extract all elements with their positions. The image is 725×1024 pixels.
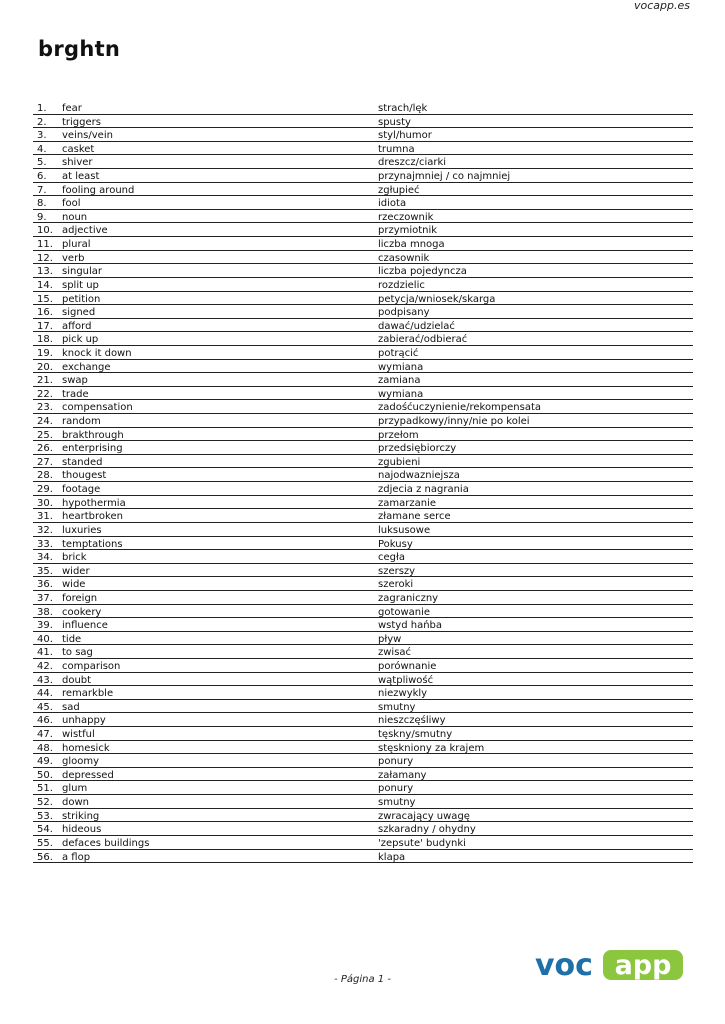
row-definition: najodwazniejsza bbox=[378, 470, 460, 482]
row-number: 31. bbox=[37, 511, 53, 522]
table-row bbox=[33, 414, 693, 428]
row-number: 56. bbox=[37, 851, 53, 863]
row-definition: przedsiębiorczy bbox=[378, 443, 457, 454]
row-definition: przymiotnik bbox=[378, 225, 438, 237]
row-definition: zabierać/odbierać bbox=[378, 334, 468, 345]
table-row bbox=[33, 468, 693, 482]
row-definition: 'zepsute' budynki bbox=[378, 837, 466, 849]
row-number: 49. bbox=[37, 756, 53, 767]
row-definition: przełom bbox=[378, 429, 419, 441]
row-number: 42. bbox=[37, 660, 53, 672]
table-row bbox=[33, 809, 693, 823]
row-number: 1. bbox=[37, 103, 47, 114]
row-number: 36. bbox=[37, 579, 53, 590]
row-definition: nieszczęśliwy bbox=[378, 715, 446, 727]
row-number: 14. bbox=[37, 279, 53, 291]
row-definition: ponury bbox=[378, 756, 414, 767]
row-definition: potrącić bbox=[378, 347, 419, 359]
row-term: split up bbox=[62, 279, 99, 291]
row-number: 13. bbox=[37, 266, 53, 277]
row-term: brakthrough bbox=[62, 429, 124, 441]
table-row bbox=[33, 196, 693, 210]
row-number: 41. bbox=[37, 647, 53, 658]
row-number: 5. bbox=[37, 157, 47, 169]
table-row bbox=[33, 373, 693, 387]
row-definition: spusty bbox=[378, 116, 411, 128]
row-definition: zgłupieć bbox=[378, 184, 420, 196]
row-number: 29. bbox=[37, 484, 53, 495]
table-row bbox=[33, 741, 693, 755]
row-number: 28. bbox=[37, 470, 53, 482]
table-row bbox=[33, 673, 693, 687]
row-definition: ponury bbox=[378, 783, 414, 795]
table-row bbox=[33, 781, 693, 795]
row-definition: szkaradny / ohydny bbox=[378, 824, 476, 835]
row-number: 3. bbox=[37, 130, 47, 141]
row-definition: smutny bbox=[378, 701, 416, 713]
row-term: brick bbox=[62, 552, 87, 563]
row-number: 26. bbox=[37, 443, 53, 454]
row-term: triggers bbox=[62, 116, 101, 128]
row-term: veins/vein bbox=[62, 130, 113, 141]
table-row bbox=[33, 700, 693, 714]
table-row bbox=[33, 264, 693, 278]
row-term: unhappy bbox=[62, 715, 106, 727]
table-row bbox=[33, 591, 693, 605]
page-footer: - Página 1 - bbox=[334, 974, 391, 985]
logo-text-app: app bbox=[614, 950, 672, 980]
row-definition: czasownik bbox=[378, 252, 430, 264]
row-term: remarkble bbox=[62, 688, 114, 699]
row-definition: dreszcz/ciarki bbox=[378, 157, 447, 169]
row-term: to sag bbox=[62, 647, 93, 658]
site-name: vocapp.es bbox=[634, 0, 690, 12]
row-definition: zamiana bbox=[378, 375, 421, 386]
table-row bbox=[33, 169, 693, 183]
row-definition: styl/humor bbox=[378, 130, 432, 141]
row-number: 2. bbox=[37, 116, 47, 128]
row-term: cookery bbox=[62, 606, 102, 618]
row-number: 11. bbox=[37, 239, 53, 250]
table-row bbox=[33, 278, 693, 292]
row-number: 51. bbox=[37, 783, 53, 795]
row-definition: pływ bbox=[378, 633, 402, 645]
row-definition: porównanie bbox=[378, 660, 437, 672]
row-number: 46. bbox=[37, 715, 53, 727]
row-term: a flop bbox=[62, 851, 91, 863]
row-number: 23. bbox=[37, 402, 53, 414]
table-row bbox=[33, 115, 693, 129]
row-number: 12. bbox=[37, 252, 53, 264]
table-row bbox=[33, 645, 693, 659]
logo-text-voc: voc bbox=[535, 948, 593, 980]
row-term: fooling around bbox=[62, 184, 135, 196]
table-row bbox=[33, 659, 693, 673]
table-row bbox=[33, 727, 693, 741]
table-row bbox=[33, 605, 693, 619]
table-row bbox=[33, 550, 693, 564]
row-number: 24. bbox=[37, 416, 53, 427]
row-definition: trumna bbox=[378, 143, 415, 155]
table-row bbox=[33, 400, 693, 414]
row-term: petition bbox=[62, 293, 101, 305]
row-definition: klapa bbox=[378, 851, 406, 863]
table-row bbox=[33, 305, 693, 319]
row-number: 20. bbox=[37, 361, 53, 373]
table-row bbox=[33, 237, 693, 251]
vocabulary-table bbox=[33, 101, 693, 863]
row-term: at least bbox=[62, 171, 100, 182]
row-definition: tęskny/smutny bbox=[378, 729, 453, 740]
table-row bbox=[33, 509, 693, 523]
row-term: verb bbox=[62, 252, 85, 264]
row-number: 25. bbox=[37, 429, 53, 441]
table-row bbox=[33, 332, 693, 346]
row-definition: wstyd hańba bbox=[378, 620, 443, 631]
row-term: enterprising bbox=[62, 443, 123, 454]
table-row bbox=[33, 223, 693, 237]
row-definition: wymiana bbox=[378, 388, 424, 400]
table-row bbox=[33, 387, 693, 401]
row-term: hideous bbox=[62, 824, 102, 835]
row-term: compensation bbox=[62, 402, 133, 414]
row-definition: zgubieni bbox=[378, 456, 421, 468]
row-term: wider bbox=[62, 565, 90, 577]
row-term: heartbroken bbox=[62, 511, 123, 522]
row-number: 18. bbox=[37, 334, 53, 345]
row-number: 6. bbox=[37, 171, 47, 182]
table-row bbox=[33, 768, 693, 782]
row-term: homesick bbox=[62, 742, 110, 754]
row-number: 40. bbox=[37, 633, 53, 645]
row-definition: zadośćuczynienie/rekompensata bbox=[378, 402, 542, 414]
row-term: sad bbox=[62, 701, 80, 713]
row-number: 9. bbox=[37, 211, 47, 223]
row-number: 16. bbox=[37, 307, 53, 318]
row-number: 55. bbox=[37, 837, 53, 849]
row-term: random bbox=[62, 416, 101, 427]
table-row bbox=[33, 360, 693, 374]
row-term: defaces buildings bbox=[62, 837, 150, 849]
table-row bbox=[33, 836, 693, 850]
table-row bbox=[33, 155, 693, 169]
row-definition: liczba mnoga bbox=[378, 239, 445, 250]
row-number: 22. bbox=[37, 388, 53, 400]
row-term: down bbox=[62, 797, 89, 808]
row-number: 37. bbox=[37, 592, 53, 604]
row-term: noun bbox=[62, 211, 88, 223]
table-row bbox=[33, 441, 693, 455]
table-row bbox=[33, 618, 693, 632]
row-definition: zwracający uwagę bbox=[378, 810, 470, 822]
table-row bbox=[33, 850, 693, 864]
row-term: trade bbox=[62, 388, 89, 400]
row-number: 38. bbox=[37, 606, 53, 618]
table-row bbox=[33, 686, 693, 700]
row-number: 53. bbox=[37, 810, 53, 822]
row-definition: wymiana bbox=[378, 361, 424, 373]
row-term: tide bbox=[62, 633, 82, 645]
row-number: 54. bbox=[37, 824, 53, 835]
row-definition: załamany bbox=[378, 769, 427, 781]
row-term: foreign bbox=[62, 592, 98, 604]
row-definition: strach/lęk bbox=[378, 103, 428, 114]
row-definition: stęskniony za krajem bbox=[378, 742, 485, 754]
table-row bbox=[33, 183, 693, 197]
table-row bbox=[33, 128, 693, 142]
row-definition: szerszy bbox=[378, 565, 416, 577]
row-number: 8. bbox=[37, 198, 47, 209]
row-definition: szeroki bbox=[378, 579, 414, 590]
row-number: 10. bbox=[37, 225, 53, 237]
row-definition: przynajmniej / co najmniej bbox=[378, 171, 511, 182]
row-definition: smutny bbox=[378, 797, 416, 808]
table-row bbox=[33, 319, 693, 333]
row-term: swap bbox=[62, 375, 88, 386]
table-row bbox=[33, 455, 693, 469]
row-definition: gotowanie bbox=[378, 606, 431, 618]
table-row bbox=[33, 523, 693, 537]
table-row bbox=[33, 537, 693, 551]
row-definition: cegła bbox=[378, 552, 405, 563]
table-row bbox=[33, 292, 693, 306]
table-row bbox=[33, 346, 693, 360]
row-definition: zdjecia z nagrania bbox=[378, 484, 469, 495]
table-row bbox=[33, 210, 693, 224]
row-number: 48. bbox=[37, 742, 53, 754]
row-definition: luksusowe bbox=[378, 524, 431, 536]
row-definition: zagraniczny bbox=[378, 592, 439, 604]
row-term: luxuries bbox=[62, 524, 102, 536]
table-row bbox=[33, 564, 693, 578]
row-number: 47. bbox=[37, 729, 53, 740]
row-number: 39. bbox=[37, 620, 53, 631]
row-definition: Pokusy bbox=[378, 538, 413, 550]
row-definition: rzeczownik bbox=[378, 211, 434, 223]
table-row bbox=[33, 577, 693, 591]
table-row bbox=[33, 822, 693, 836]
row-definition: złamane serce bbox=[378, 511, 451, 522]
row-number: 7. bbox=[37, 184, 47, 196]
row-number: 30. bbox=[37, 497, 53, 509]
row-term: casket bbox=[62, 143, 95, 155]
row-term: fool bbox=[62, 198, 81, 209]
row-term: afford bbox=[62, 320, 92, 332]
row-term: fear bbox=[62, 103, 82, 114]
row-term: wide bbox=[62, 579, 86, 590]
row-number: 45. bbox=[37, 701, 53, 713]
row-definition: wątpliwość bbox=[378, 674, 434, 686]
row-term: gloomy bbox=[62, 756, 100, 767]
row-number: 15. bbox=[37, 293, 53, 305]
row-number: 21. bbox=[37, 375, 53, 386]
row-term: hypothermia bbox=[62, 497, 126, 509]
row-term: glum bbox=[62, 783, 88, 795]
table-row bbox=[33, 795, 693, 809]
page-title: brghtn bbox=[38, 37, 121, 61]
row-number: 35. bbox=[37, 565, 53, 577]
table-row bbox=[33, 428, 693, 442]
row-term: signed bbox=[62, 307, 96, 318]
row-number: 27. bbox=[37, 456, 53, 468]
row-term: temptations bbox=[62, 538, 123, 550]
row-definition: dawać/udzielać bbox=[378, 320, 455, 332]
row-number: 17. bbox=[37, 320, 53, 332]
row-term: striking bbox=[62, 810, 100, 822]
row-term: plural bbox=[62, 239, 91, 250]
row-number: 52. bbox=[37, 797, 53, 808]
row-term: doubt bbox=[62, 674, 92, 686]
table-row bbox=[33, 251, 693, 265]
row-number: 32. bbox=[37, 524, 53, 536]
row-definition: rozdzielic bbox=[378, 279, 425, 291]
row-number: 50. bbox=[37, 769, 53, 781]
row-term: comparison bbox=[62, 660, 121, 672]
row-definition: przypadkowy/inny/nie po kolei bbox=[378, 416, 530, 427]
table-row bbox=[33, 482, 693, 496]
row-term: thougest bbox=[62, 470, 107, 482]
table-row bbox=[33, 496, 693, 510]
row-term: singular bbox=[62, 266, 103, 277]
row-number: 44. bbox=[37, 688, 53, 699]
row-number: 34. bbox=[37, 552, 53, 563]
table-row bbox=[33, 632, 693, 646]
row-number: 19. bbox=[37, 347, 53, 359]
row-definition: podpisany bbox=[378, 307, 430, 318]
row-number: 43. bbox=[37, 674, 53, 686]
table-row bbox=[33, 713, 693, 727]
table-row bbox=[33, 754, 693, 768]
row-term: wistful bbox=[62, 729, 95, 740]
row-term: knock it down bbox=[62, 347, 132, 359]
row-term: adjective bbox=[62, 225, 108, 237]
row-term: standed bbox=[62, 456, 103, 468]
row-term: depressed bbox=[62, 769, 114, 781]
row-definition: zwisać bbox=[378, 647, 412, 658]
row-number: 33. bbox=[37, 538, 53, 550]
row-definition: niezwykly bbox=[378, 688, 428, 699]
row-term: footage bbox=[62, 484, 101, 495]
table-row bbox=[33, 101, 693, 115]
row-definition: petycja/wniosek/skarga bbox=[378, 293, 496, 305]
row-term: influence bbox=[62, 620, 108, 631]
row-term: exchange bbox=[62, 361, 111, 373]
row-definition: liczba pojedyncza bbox=[378, 266, 467, 277]
row-term: shiver bbox=[62, 157, 93, 169]
row-term: pick up bbox=[62, 334, 99, 345]
row-number: 4. bbox=[37, 143, 47, 155]
table-row bbox=[33, 142, 693, 156]
row-definition: idiota bbox=[378, 198, 407, 209]
row-definition: zamarzanie bbox=[378, 497, 437, 509]
